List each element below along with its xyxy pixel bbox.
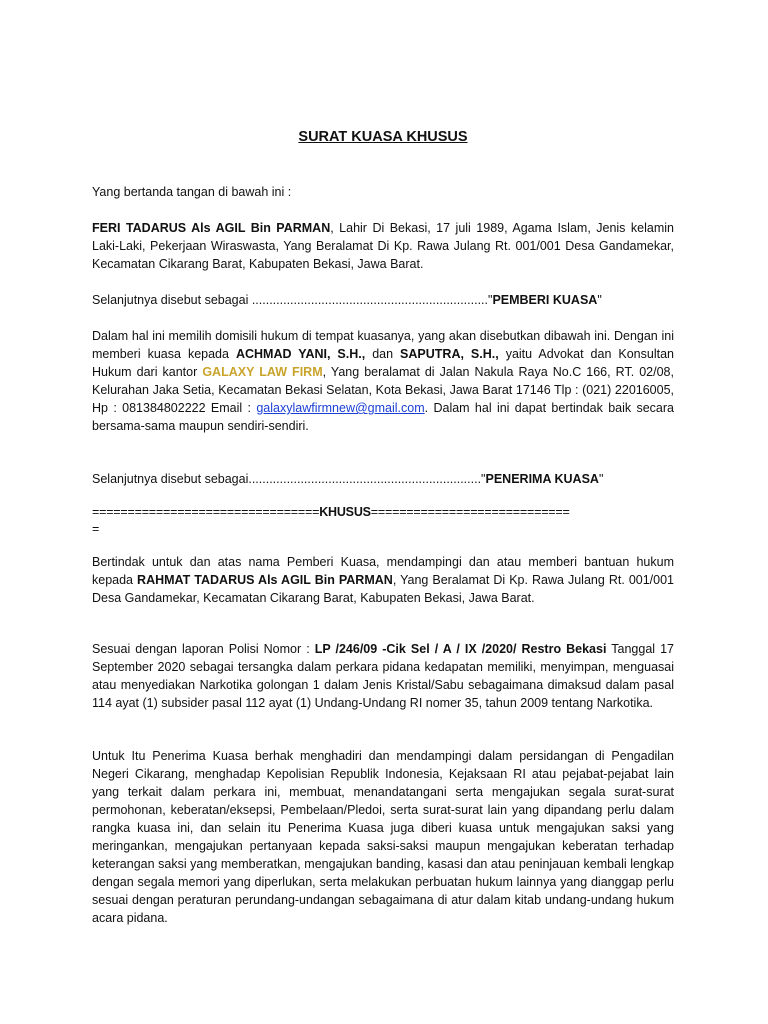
grantor-designation-prefix: Selanjutnya disebut sebagai ...................................................................." — [92, 293, 493, 307]
domicile-text-2: dan — [365, 347, 401, 361]
grantor-name: FERI TADARUS Als AGIL Bin PARMAN — [92, 221, 331, 235]
recipient-designation-prefix: Selanjutnya disebut sebagai..................................................................." — [92, 472, 486, 486]
domicile-text-1: Dalam hal ini memilih domisili hukum di tempat kuasanya, yang akan disebutkan dibawah ini. Dengan ini memberi kuasa kepada — [92, 329, 674, 361]
recipient-designation-suffix: " — [598, 472, 604, 486]
section-separator — [92, 503, 674, 521]
email-link[interactable]: galaxylawfirmnew@gmail.com — [256, 401, 425, 415]
grantor-designation-label: PEMBERI KUASA — [492, 293, 598, 307]
recipient-designation-label: PENERIMA KUASA — [485, 472, 599, 486]
grantor-paragraph — [92, 219, 674, 273]
authority-paragraph: Untuk Itu Penerima Kuasa berhak menghadiri dan mendampingi dalam persidangan di Pengadilan Negeri Cikarang, menghadap Kepolisian Republik Indonesia, Kejaksaan RI atau pejabat-pejabat lain yang terkait dalam perkara ini, membuat, menandatangani serta mengajukan segala surat-surat permohonan, keberatan/eksepsi, Pembelaan/Pledoi, serta surat-surat lain yang dipandang perlu dalam rangka kuasa ini, dan selain itu Penerima Kuasa juga diberi kuasa untuk mengajukan saksi yang meringankan, mengajukan pertanyaan kepada saksi-saksi maupun mengajukan keberatan terhadap keterangan saksi yang memberatkan, mengajukan banding, kasasi dan atau peninjauan kembali lengkap dengan segala memori yang diperlukan, serta melakukan perbuatan hukum lainnya yang dianggap perlu sesuai dengan peraturan perundang-undangan sebagaimana di atur dalam kitab undang-undang hukum acara pidana. — [92, 749, 674, 925]
grantor-details: , Lahir Di Bekasi, 17 juli 1989, Agama Islam, Jenis kelamin Laki-Laki, Pekerjaan Wiraswasta, Yang Beralamat Di Kp. Rawa Julang Rt. 001/001 Desa Gandamekar, Kecamatan Cikarang Barat, Kabupaten Bekasi, Jawa Barat. — [92, 221, 674, 271]
represented-person-name: RAHMAT TADARUS Als AGIL Bin PARMAN — [137, 573, 393, 587]
action-text-1: Bertindak untuk dan atas nama Pemberi Kuasa, mendampingi dan atau memberi bantuan hukum kepada — [92, 555, 674, 587]
domicile-text-4: , Yang beralamat di Jalan Nakula Raya No.C 166, RT. 02/08, Kelurahan Jaka Setia, Kecamatan Bekasi Selatan, Kota Bekasi, Jawa Barat 17146 Tlp : (021) 22016005, Hp : 081384802222 Email : — [92, 365, 674, 415]
lawyer-name-2: SAPUTRA, S.H., — [400, 347, 499, 361]
domicile-text-3: yaitu Advokat dan Konsultan Hukum dari kantor — [92, 347, 674, 379]
action-paragraph — [92, 553, 674, 607]
law-firm-name: GALAXY LAW FIRM — [202, 365, 323, 379]
domicile-text-5: . Dalam hal ini dapat bertindak baik secara bersama-sama maupun sendiri-sendiri. — [92, 401, 674, 433]
separator-right: ============================ — [370, 505, 570, 519]
separator-tail: = — [92, 522, 100, 536]
recipient-designation — [92, 470, 674, 488]
police-report-number: LP /246/09 -Cik Sel / A / IX /2020/ Restro Bekasi — [314, 642, 607, 656]
domicile-paragraph — [92, 327, 674, 435]
separator-label: KHUSUS — [319, 505, 371, 519]
document-title: SURAT KUASA KHUSUS — [298, 129, 468, 145]
grantor-designation — [92, 291, 674, 309]
grantor-designation-suffix: " — [597, 293, 602, 307]
lawyer-name-1: ACHMAD YANI, S.H., — [235, 347, 366, 361]
action-text-2: , Yang Beralamat Di Kp. Rawa Julang Rt. 001/001 Desa Gandamekar, Kecamatan Cikarang Barat, Kabupaten Bekasi, Jawa Barat. — [92, 573, 675, 605]
report-text-2: Tanggal 17 September 2020 sebagai tersangka dalam perkara pidana kedapatan memiliki, menyimpan, menguasai atau menyediakan Narkotika golongan 1 dalam Jenis Kristal/Sabu sebagaimana dimaksud dalam pasal 114 ayat (1) subsider pasal 112 ayat (1) Undang-Undang RI nomer 35, tahun 2009 tentang Narkotika. — [92, 642, 674, 710]
separator-left: ================================ — [92, 505, 320, 519]
police-report-paragraph — [92, 640, 674, 712]
intro-paragraph: Yang bertanda tangan di bawah ini : — [92, 185, 292, 199]
report-text-1: Sesuai dengan laporan Polisi Nomor : — [92, 642, 315, 656]
